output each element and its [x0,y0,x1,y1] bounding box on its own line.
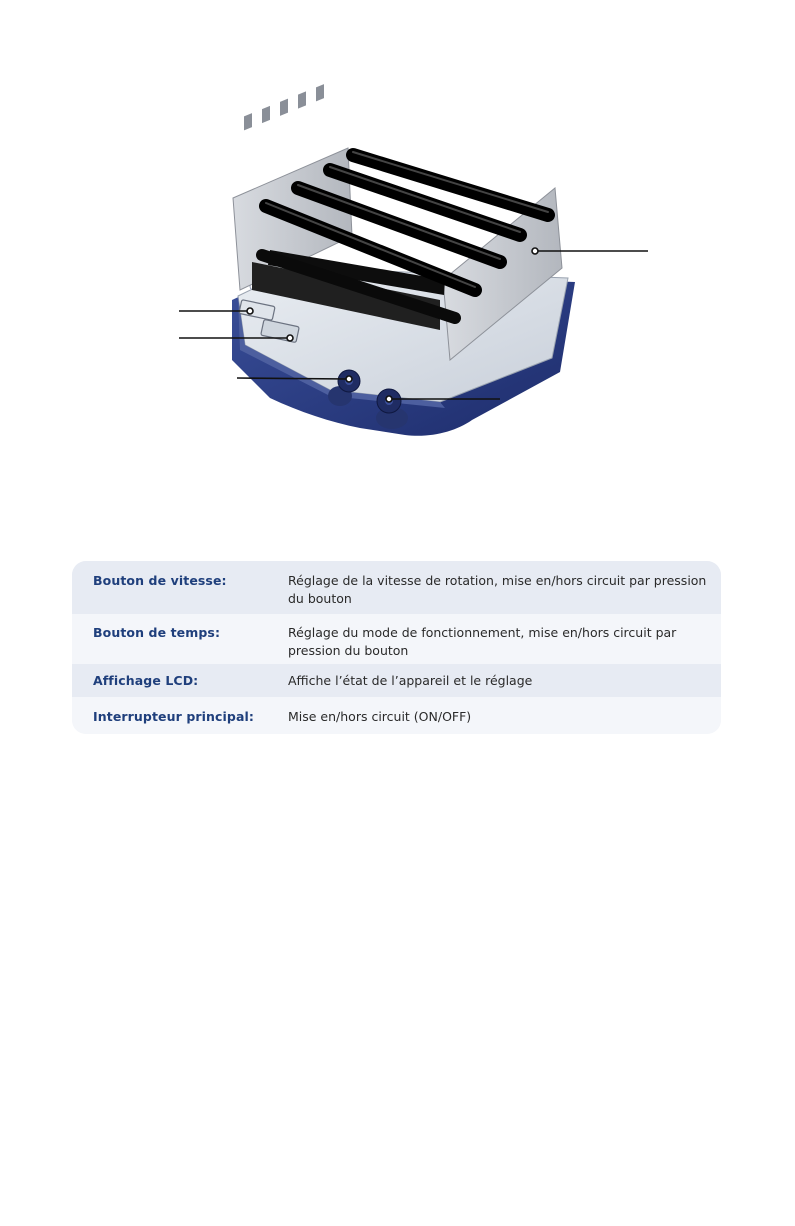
table-row [72,561,721,614]
feature-label: Bouton de temps: [93,625,221,640]
features-table [72,561,721,734]
feature-description: Mise en/hors circuit (ON/OFF) [288,709,472,724]
feature-description: Réglage de la vitesse de rotation, mise en/hors circuit par pression du bouton [288,573,707,606]
feature-label: Interrupteur principal: [93,709,255,724]
table-row [72,697,721,734]
device-illustration [0,0,795,470]
table-row [72,614,721,664]
table-row [72,664,721,697]
feature-label: Affichage LCD: [93,673,199,688]
feature-description: Affiche l’état de l’appareil et le réglage [288,673,533,688]
feature-label: Bouton de vitesse: [93,573,227,588]
feature-description: Réglage du mode de fonctionnement, mise en/hors circuit par pression du bouton [288,625,677,658]
